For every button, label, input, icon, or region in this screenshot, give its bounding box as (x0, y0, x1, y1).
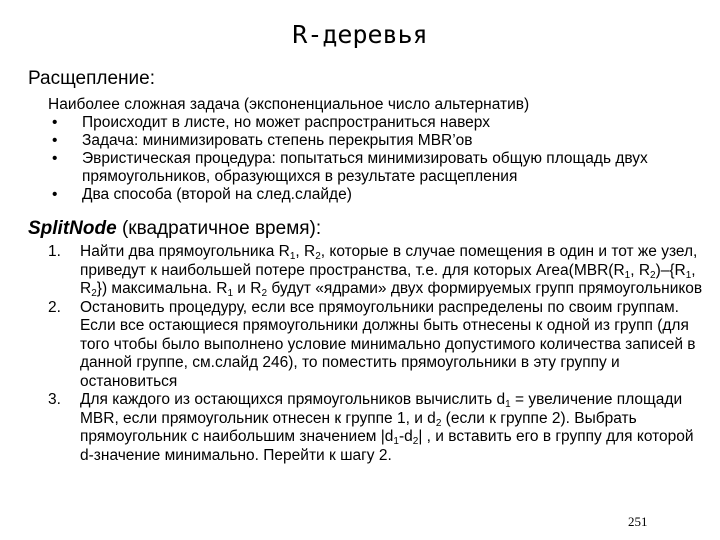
bullet-item: • Происходит в листе, но может распространиться наверх (48, 114, 698, 132)
step-text: Для каждого из остающихся прямоугольников вычислить d (80, 391, 506, 408)
bullet-item: • Два способа (второй на след.слайде) (48, 186, 698, 204)
step-text: будут «ядрами» двух формируемых групп прямоугольников (267, 280, 703, 297)
step-item (48, 243, 703, 299)
splitnode-name: SplitNode (28, 218, 117, 239)
splitnode-suffix: (квадратичное время): (116, 218, 322, 239)
subscript: 1 (685, 269, 692, 281)
subscript: 1 (505, 399, 511, 410)
step-item (48, 299, 703, 392)
subscript: 1 (393, 436, 399, 447)
slide-number: 251 (628, 514, 648, 529)
subscript: 1 (227, 288, 233, 299)
bullet-item: • Задача: минимизировать степень перекрытия MBR’ов (48, 132, 698, 150)
step-text: -d (398, 428, 413, 445)
step-number: 2. (48, 298, 61, 316)
slide-title: R-деревья (292, 20, 428, 49)
step-number: 1. (48, 243, 61, 260)
splitnode-steps (48, 243, 703, 465)
split-bullet-list (48, 114, 698, 204)
step-number: 3. (48, 391, 61, 408)
step-text: , которые в случае помещения в один и тот же узел, приведут к наибольшей потере пространства, т.е. для которых Area(MBR(R (80, 243, 698, 279)
subscript: 2 (435, 417, 442, 429)
step-text: , R (630, 261, 651, 279)
bullet-item: • Эвристическая процедура: попытаться минимизировать общую площадь двух прямоугольников, образующихся в результате расщепления (48, 150, 698, 186)
step-item (48, 391, 703, 465)
step-text: (если к группе 2). Выбрать прямоугольник с наибольшим значением |d (80, 409, 637, 445)
subscript: 2 (315, 251, 321, 262)
step-text: }) максимальна. R (96, 280, 228, 297)
step-text: )–{R (655, 261, 686, 279)
subscript: 2 (650, 269, 656, 281)
subscript: 2 (91, 288, 97, 299)
step-text: и R (233, 280, 262, 297)
step-text: , R (295, 243, 316, 260)
split-heading: Расщепление: (28, 68, 155, 89)
subscript: 2 (412, 436, 419, 447)
subscript: 1 (624, 269, 631, 281)
subscript: 1 (289, 251, 296, 262)
subscript: 2 (261, 288, 268, 299)
step-text: Остановить процедуру, если все прямоугольники распределены по своим группам. Если все остающиеся прямоугольники должны быть отнесены к одной из групп (для того чтобы было выполнено условие минимально допустимого количества записей в данной группе, см.слайд 246), то поместить прямоугольники в эту группу и остановиться (80, 298, 696, 390)
split-intro: Наиболее сложная задача (экспоненциальное число альтернатив) (48, 96, 530, 113)
step-text: = увеличение площади MBR, если прямоугольник отнесен к группе 1, и d (80, 391, 683, 427)
splitnode-heading (28, 218, 321, 240)
step-text: Найти два прямоугольника R (80, 243, 290, 260)
step-text: | , и вставить его в группу для которой d-значение минимально. Перейти к шагу 2. (80, 428, 694, 464)
step-text: , R (80, 261, 696, 297)
